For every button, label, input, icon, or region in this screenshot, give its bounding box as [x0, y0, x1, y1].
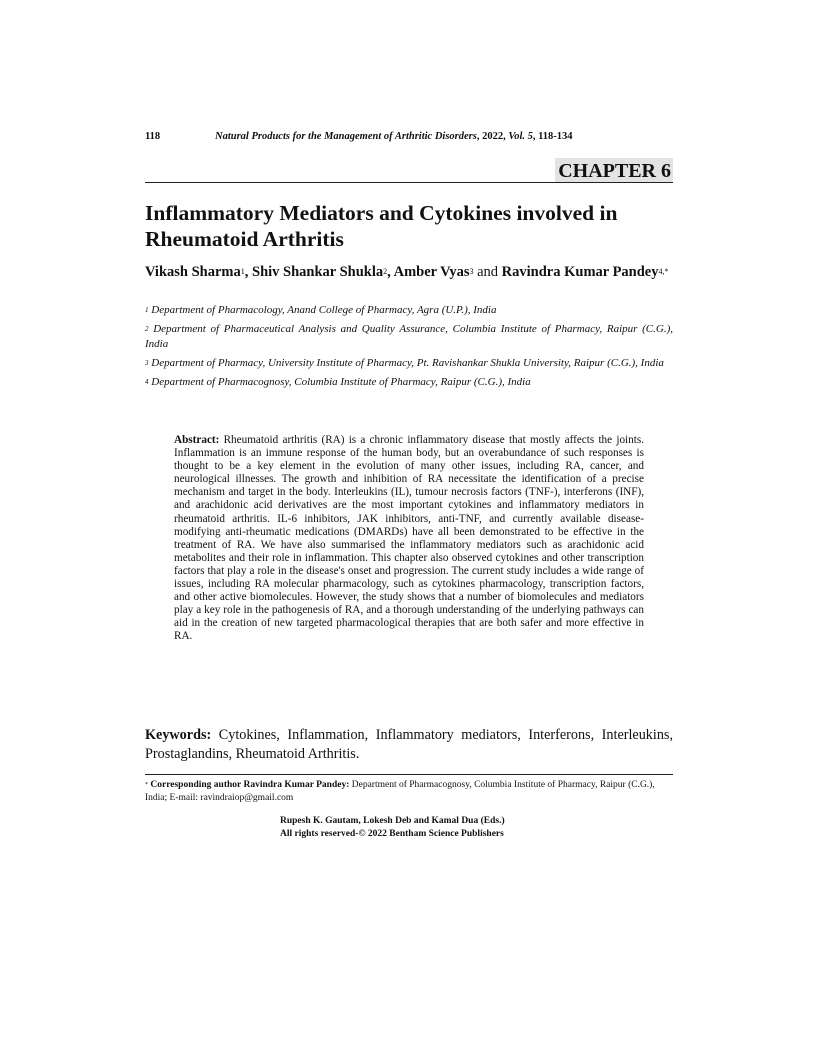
chapter-rule	[145, 182, 673, 183]
journal-volume: Vol. 5	[508, 131, 533, 142]
journal-year: , 2022,	[476, 131, 509, 142]
author-separator: and	[473, 264, 502, 280]
keywords	[145, 726, 673, 764]
author-name: Ravindra Kumar Pandey	[501, 264, 659, 280]
journal-pages: , 118-134	[532, 131, 573, 142]
editors-block	[280, 815, 505, 840]
author-name: Vikash Sharma	[145, 264, 241, 280]
affiliation-mark: 2	[145, 325, 149, 333]
author-name: Shiv Shankar Shukla	[252, 264, 384, 280]
abstract-text: Rheumatoid arthritis (RA) is a chronic inflammatory disease that mostly affects the joints. Inflammation is an immune response of the human body, but an overabundance of such responses is thought to be a key element in the evolution of many other issues, including RA, cancer, and neurological illnesses. The growth and inhibition of RA necessitate the identification of a precise mechanism and target in the body. Interleukins (IL), tumour necrosis factors (TNF-), interferons (INF), and arachidonic acid derivatives are the most important cytokines and inflammatory mediators in rheumatoid arthritis. IL-6 inhibitors, JAK inhibitors, anti-TNF, and currently available disease-modifying anti-rheumatic medications (DMARDs) have all been demonstrated to be effective in the treatment of RA. We have also summarised the inflammatory mediators such as arachidonic acid metabolites and their role in inflammation. This chapter also observed cytokines and other transcription factors that play a role in the disease's onset and progression. The current study includes a wide range of issues, including RA molecular pharmacology, such as cytokines pharmacology, transcription factors, and other active biomolecules. However, the study shows that a number of biomolecules and mediators play a key role in the pathogenesis of RA, and a thorough understanding of the underlying pathways can aid in the creation of new targeted pharmacological therapies that are both safer and more effective in RA.	[174, 434, 644, 643]
corresponding-author-footnote	[145, 779, 673, 804]
affiliation-mark: 1	[145, 306, 149, 314]
footnote-mark: *	[145, 782, 148, 788]
affiliation-text: Department of Pharmacognosy, Columbia Institute of Pharmacy, Raipur (C.G.), India	[151, 376, 531, 388]
keywords-label: Keywords:	[145, 727, 212, 743]
affiliation	[145, 322, 673, 352]
copyright-line: All rights reserved-© 2022 Bentham Science Publishers	[280, 828, 504, 839]
affiliation-mark: 3	[145, 359, 149, 367]
affiliation	[145, 375, 673, 390]
journal-title: Natural Products for the Management of Arthritic Disorders	[215, 131, 477, 142]
affiliation	[145, 356, 673, 371]
footnote-label: Corresponding author Ravindra Kumar Pandey:	[148, 780, 350, 790]
editors-line: Rupesh K. Gautam, Lokesh Deb and Kamal Dua (Eds.)	[280, 816, 505, 826]
author-affiliation-mark: 3	[469, 267, 474, 276]
author-affiliation-mark: 4,*	[658, 267, 669, 276]
author-separator: ,	[387, 264, 394, 280]
affiliation-mark: 4	[145, 378, 149, 386]
affiliation	[145, 303, 673, 318]
author-list	[145, 263, 673, 282]
footnote-text: Department of Pharmacognosy, Columbia Institute of Pharmacy, Raipur (C.G.), India; E-mail: ravindraiop@gmail.com	[145, 780, 655, 803]
author-separator: ,	[244, 264, 253, 280]
affiliation-list	[145, 303, 673, 394]
chapter-label: CHAPTER 6	[555, 158, 673, 183]
author-name: Amber Vyas	[393, 264, 470, 280]
footnote-rule	[145, 774, 673, 775]
author-affiliation-mark: 1	[240, 267, 245, 276]
chapter-title: Inflammatory Mediators and Cytokines involved in Rheumatoid Arthritis	[145, 201, 618, 251]
affiliation-text: Department of Pharmaceutical Analysis and Quality Assurance, Columbia Institute of Pharmacy, Raipur (C.G.), India	[145, 323, 674, 350]
abstract	[174, 434, 644, 644]
keywords-text: Cytokines, Inflammation, Inflammatory mediators, Interferons, Interleukins, Prostaglandins, Rheumatoid Arthritis.	[145, 727, 673, 762]
journal-citation	[215, 131, 573, 142]
affiliation-text: Department of Pharmacology, Anand College of Pharmacy, Agra (U.P.), India	[151, 304, 497, 316]
author-affiliation-mark: 2	[383, 267, 388, 276]
affiliation-text: Department of Pharmacy, University Institute of Pharmacy, Pt. Ravishankar Shukla University, Raipur (C.G.), India	[151, 357, 664, 369]
abstract-label: Abstract:	[174, 434, 220, 446]
page-number: 118	[145, 131, 161, 142]
